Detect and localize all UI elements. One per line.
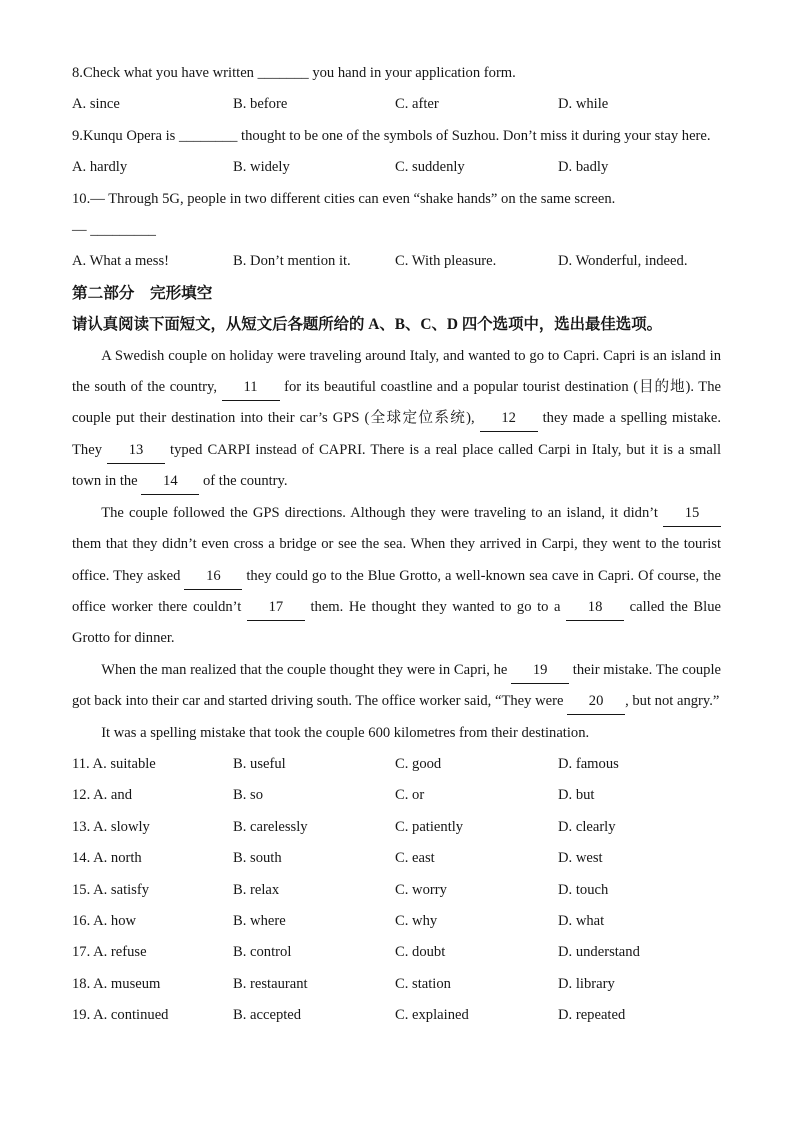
option-label: C. east <box>395 850 435 867</box>
option-label: D. Wonderful, indeed. <box>558 253 688 270</box>
option-label: D. famous <box>558 755 619 772</box>
passage-paragraph-2: The couple followed the GPS directions. Although they were traveling to an island, it didn’t 15 them that they didn’t even cross a bridge or see the sea. When they arrived in Carpi, they went to the tourist office. They asked 16 they could go to the Blue Grotto, a well-known sea cave in Capri. Of course, the office worker there couldn’t 17 them. He thought they wanted to go to a 18 called the Blue Grotto for dinner. <box>72 498 721 655</box>
option-label: 18. A. museum <box>72 975 161 992</box>
cloze-blank-13: 13 <box>107 437 165 464</box>
option-label: C. explained <box>395 1007 469 1024</box>
cloze-blank-12: 12 <box>480 405 538 432</box>
question-stem: 8.Check what you have written _______ you hand in your application form. <box>72 65 516 81</box>
passage-paragraph-4: It was a spelling mistake that took the couple 600 kilometres from their destination. <box>101 724 590 741</box>
option-label: B. restaurant <box>233 975 308 992</box>
question-block-10 <box>72 184 721 278</box>
option-label: 16. A. how <box>72 912 137 929</box>
option-label: B. useful <box>233 755 286 772</box>
cloze-blank-14: 14 <box>141 468 199 495</box>
option-label: B. widely <box>233 159 290 176</box>
cloze-option-row <box>72 780 721 811</box>
cloze-blank-16: 16 <box>184 563 242 590</box>
option-label: D. badly <box>558 159 609 176</box>
cloze-options <box>72 749 721 1032</box>
cloze-blank-18: 18 <box>566 594 624 621</box>
option-label: B. where <box>233 912 286 929</box>
option-label: B. so <box>233 787 264 804</box>
option-label: B. Don’t mention it. <box>233 253 351 270</box>
option-label: 13. A. slowly <box>72 818 150 835</box>
cloze-blank-11: 11 <box>222 374 280 401</box>
option-label: D. west <box>558 850 603 867</box>
option-label: A. hardly <box>72 159 128 176</box>
option-label: D. repeated <box>558 1007 626 1024</box>
option-label: C. station <box>395 975 451 992</box>
option-label: D. clearly <box>558 818 616 835</box>
option-label: 15. A. satisfy <box>72 881 150 898</box>
option-label: C. worry <box>395 881 447 898</box>
option-label: A. What a mess! <box>72 253 169 270</box>
option-label: D. understand <box>558 944 640 961</box>
cloze-option-row <box>72 812 721 843</box>
options-row <box>72 152 721 183</box>
option-label: D. what <box>558 912 605 929</box>
option-label: C. suddenly <box>395 159 465 176</box>
option-label: B. before <box>233 96 288 113</box>
question-stem: 9.Kunqu Opera is ________ thought to be one of the symbols of Suzhou. Don’t miss it during your stay here. <box>72 127 711 144</box>
option-label: C. why <box>395 912 438 929</box>
cloze-option-row <box>72 1000 721 1031</box>
option-label: D. but <box>558 787 595 804</box>
cloze-option-row <box>72 875 721 906</box>
option-label: B. carelessly <box>233 818 308 835</box>
cloze-option-row <box>72 843 721 874</box>
option-label: C. patiently <box>395 818 464 835</box>
option-label: B. south <box>233 850 282 867</box>
question-stem: — _________ <box>72 222 156 239</box>
option-label: 14. A. north <box>72 850 142 867</box>
option-label: B. control <box>233 944 292 961</box>
option-label: C. or <box>395 787 425 804</box>
option-label: 17. A. refuse <box>72 944 147 961</box>
section-title: 第二部分 完形填空 <box>72 284 213 302</box>
option-label: 11. A. suitable <box>72 755 156 772</box>
question-block-8 <box>72 58 721 121</box>
option-label: C. doubt <box>395 944 446 961</box>
passage-paragraph-3: When the man realized that the couple thought they were in Capri, he 19 their mistake. The couple got back into their car and started driving south. The office worker said, “They were 20 , but not angry.” <box>72 655 721 718</box>
option-label: D. touch <box>558 881 609 898</box>
option-label: A. since <box>72 96 120 113</box>
option-label: D. while <box>558 96 609 113</box>
option-label: 19. A. continued <box>72 1007 169 1024</box>
question-stem: 10.— Through 5G, people in two different cities can even “shake hands” on the same screen. <box>72 190 616 207</box>
cloze-option-row <box>72 749 721 780</box>
question-block-9 <box>72 121 721 184</box>
section-instructions: 请认真阅读下面短文，从短文后各题所给的 A、B、C、D 四个选项中，选出最佳选项。 <box>72 316 662 334</box>
option-label: 12. A. and <box>72 787 132 804</box>
option-label: B. relax <box>233 881 280 898</box>
passage <box>72 341 721 749</box>
grammar-questions <box>72 58 721 278</box>
passage-paragraph-1: A Swedish couple on holiday were traveling around Italy, and wanted to go to Capri. Capri is an island in the south of the country, 11 for its beautiful coastline and a popular tourist destination (目的地). The couple put their destination into their car’s GPS (全球定位系统), 12 they made a spelling mistake. They 13 typed CARPI instead of CAPRI. There is a real place called Carpi in Italy, but it is a small town in the 14 of the country. <box>72 341 721 498</box>
cloze-option-row <box>72 937 721 968</box>
option-label: C. With pleasure. <box>395 253 497 270</box>
options-row <box>72 89 721 120</box>
cloze-option-row <box>72 969 721 1000</box>
option-label: D. library <box>558 975 615 992</box>
cloze-blank-17: 17 <box>247 594 305 621</box>
cloze-blank-20: 20 <box>567 688 625 715</box>
option-label: C. after <box>395 96 439 113</box>
cloze-option-row <box>72 906 721 937</box>
option-label: B. accepted <box>233 1007 302 1024</box>
cloze-blank-15: 15 <box>663 500 721 527</box>
options-row <box>72 246 721 277</box>
option-label: C. good <box>395 755 442 772</box>
cloze-blank-19: 19 <box>511 657 569 684</box>
